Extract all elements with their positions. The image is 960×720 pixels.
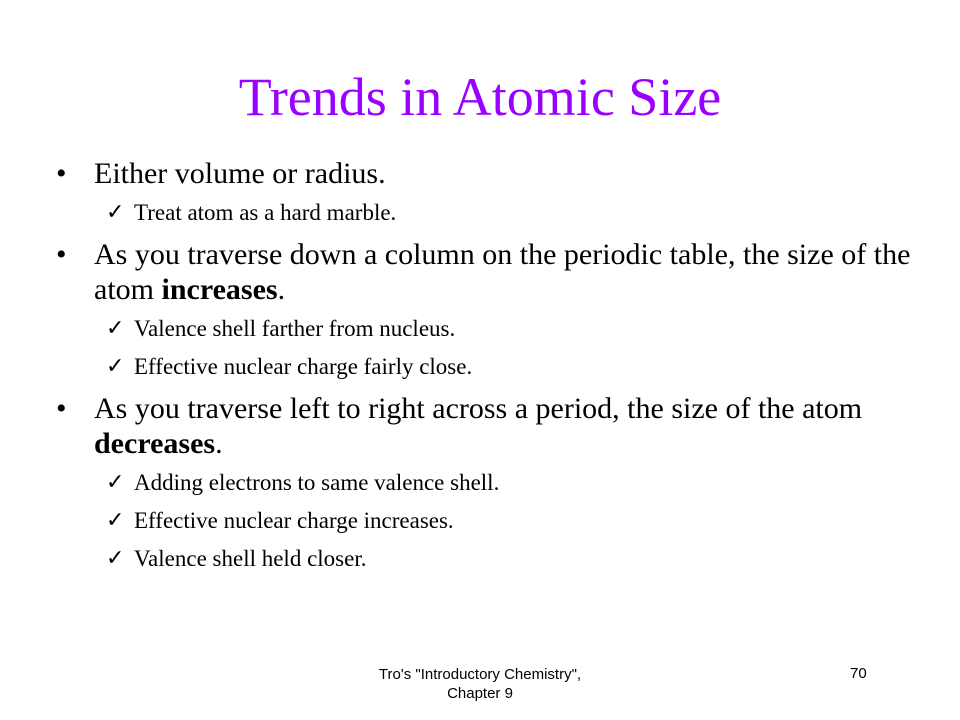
sub-point-text: Adding electrons to same valence shell. <box>134 470 500 495</box>
slide-body <box>56 156 912 583</box>
bullet-point <box>56 391 912 461</box>
bullet-text: As you traverse down a column on the periodic table, the size of the atom <box>94 238 911 306</box>
bullet-emphasis: decreases <box>94 427 216 460</box>
sub-point <box>56 315 912 343</box>
page-number: 70 <box>850 665 867 682</box>
sub-point-text: Valence shell held closer. <box>134 546 367 571</box>
sub-point <box>56 545 912 573</box>
check-icon: ✓ <box>106 354 125 379</box>
check-icon: ✓ <box>106 546 125 571</box>
bullet-point <box>56 237 912 307</box>
slide-title: Trends in Atomic Size <box>238 67 722 127</box>
sub-point <box>56 199 912 227</box>
sub-point <box>56 469 912 497</box>
bullet-text: As you traverse left to right across a period, the size of the atom <box>94 392 863 425</box>
sub-point <box>56 353 912 381</box>
bullet-text: Either volume or radius. <box>94 157 386 190</box>
sub-point-text: Treat atom as a hard marble. <box>134 200 397 225</box>
sub-point-text: Effective nuclear charge fairly close. <box>134 354 473 379</box>
bullet-text-end: . <box>277 273 286 306</box>
bullet-icon: • <box>56 238 67 271</box>
check-icon: ✓ <box>106 200 125 225</box>
sub-point <box>56 507 912 535</box>
check-icon: ✓ <box>106 470 125 495</box>
bullet-text-end: . <box>215 427 223 460</box>
bullet-emphasis: increases <box>161 273 278 306</box>
bullet-icon: • <box>56 157 67 190</box>
slide-footer <box>330 665 630 703</box>
footer-line-2: Chapter 9 <box>447 685 513 702</box>
sub-point-text: Effective nuclear charge increases. <box>134 508 454 533</box>
check-icon: ✓ <box>106 316 125 341</box>
bullet-point <box>56 156 912 191</box>
check-icon: ✓ <box>106 508 125 533</box>
sub-point-text: Valence shell farther from nucleus. <box>134 316 456 341</box>
bullet-icon: • <box>56 392 67 425</box>
footer-line-1: Tro's "Introductory Chemistry", <box>378 666 582 683</box>
